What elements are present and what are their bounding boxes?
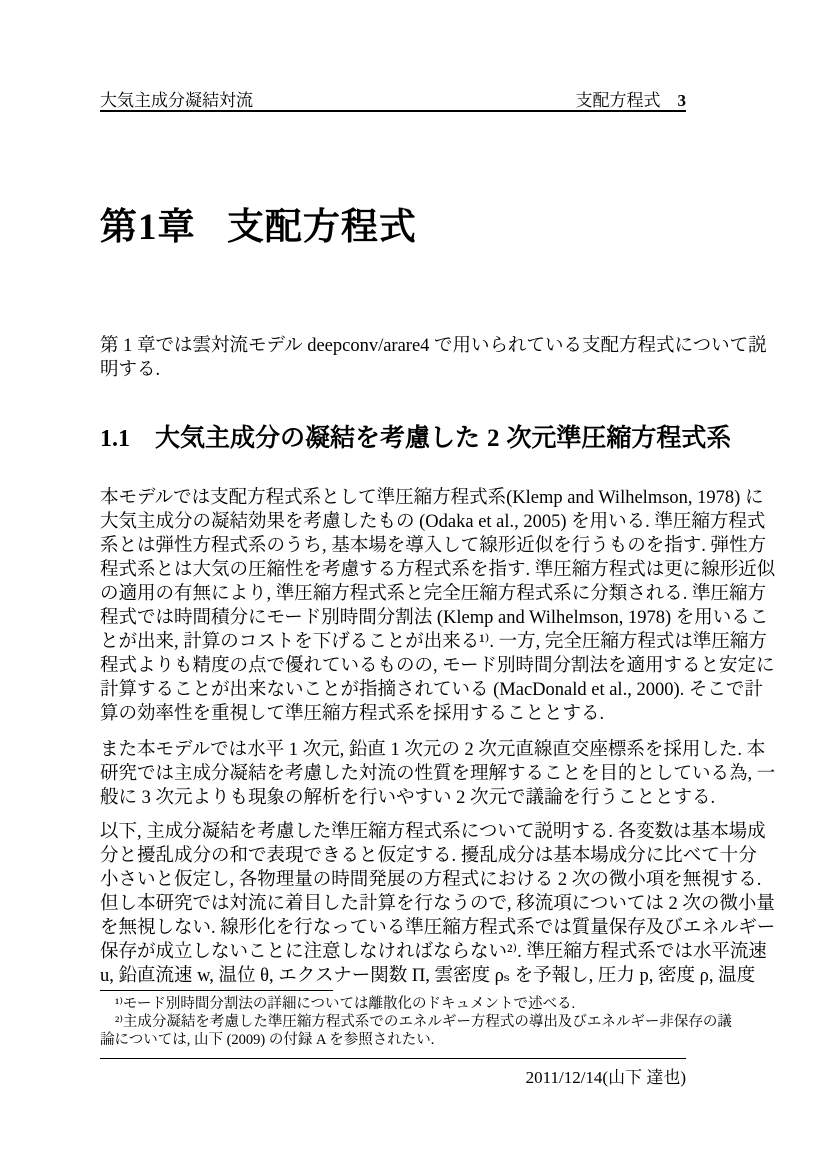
section-number: 1.1	[100, 426, 130, 452]
section-title	[155, 424, 731, 452]
text-line: 系とは弾性方程式系のうち, 基本場を導入して線形近似を行うものを指す. 弾性方	[100, 536, 767, 556]
heading-inline-number: 2	[486, 425, 500, 452]
page-number: 3	[677, 91, 686, 110]
header-chapter-title: 支配方程式	[575, 91, 661, 110]
text-line: 研究では主成分凝結を考慮した対流の性質を理解することを目的としている為, 一	[100, 764, 776, 784]
text-line: の適用の有無により, 準圧縮方程式系と完全圧縮方程式系に分類される. 準圧縮方	[100, 584, 767, 604]
text-line: 以下, 主成分凝結を考慮した準圧縮方程式系について説明する. 各変数は基本場成	[100, 822, 766, 842]
text-line: また本モデルでは水平 1 次元, 鉛直 1 次元の 2 次元直線直交座標系を採用した. 本	[100, 740, 766, 760]
footer-rule	[100, 1058, 686, 1059]
text-line: ¹⁾モード別時間分割法の詳細については離散化のドキュメントで述べる.	[115, 996, 576, 1012]
footer	[100, 1063, 686, 1088]
footnotes	[100, 995, 732, 1049]
text-line: 般に 3 次元よりも現象の解析を行いやすい 2 次元で議論を行うこととする.	[100, 788, 716, 808]
text-line: 小さいと仮定し, 各物理量の時間発展の方程式における 2 次の微小項を無視する.	[100, 870, 762, 890]
text-line: u, 鉛直流速 w, 温位 θ, エクスナー関数 Π, 雲密度 ρₛ を予報し, 圧力 p, 密度 ρ, 温度	[100, 966, 756, 986]
text-line: 程式よりも精度の点で優れているものの, モード別時間分割法を適用すると安定に	[100, 656, 775, 676]
body-paragraph-3	[100, 820, 776, 988]
text-line: 計算することが出来ないことが指摘されている (MacDonald et al., 2000). そこで計	[100, 680, 763, 700]
chapter-number: 1	[138, 207, 158, 248]
header-document-title: 大気主成分凝結対流	[100, 91, 253, 110]
text-line: 大気主成分の凝結効果を考慮したもの (Odaka et al., 2005) を用いる. 準圧縮方程式	[100, 512, 766, 532]
text-line: 保存が成立しないことに注意しなければならない²⁾. 準圧縮方程式系では水平流速	[100, 942, 767, 962]
chapter-heading	[100, 205, 417, 250]
chapter-prefix: 第	[100, 206, 138, 247]
footnote-rule	[100, 990, 333, 991]
text-line: 程式では時間積分にモード別時間分割法 (Klemp and Wilhelmson, 1978) を用いるこ	[100, 608, 769, 628]
text-line: 分と擾乱成分の和で表現できると仮定する. 擾乱成分は基本場成分に比べて十分	[100, 846, 757, 866]
text-line: とが出来, 計算のコストを下げることが出来る¹⁾. 一方, 完全圧縮方程式は準圧縮方	[100, 632, 767, 652]
header-rule	[100, 110, 686, 112]
heading-text: 大気主成分の凝結を考慮した	[155, 424, 487, 452]
text-line: 第 1 章では雲対流モデル deepconv/arare4 で用いられている支配方程式について説	[100, 336, 767, 356]
heading-text: 次元準圧縮方程式系	[499, 424, 732, 452]
text-line: を無視しない. 線形化を行なっている準圧縮方程式系では質量保存及びエネルギー	[100, 918, 776, 938]
body-paragraph-2	[100, 738, 776, 810]
chapter-title: 支配方程式	[226, 206, 417, 247]
text-line: 本モデルでは支配方程式系として準圧縮方程式系(Klemp and Wilhelmson, 1978) に	[100, 488, 764, 508]
section-heading	[100, 422, 731, 456]
running-header	[100, 86, 686, 111]
text-line: 算の効率性を重視して準圧縮方程式系を採用することとする.	[100, 704, 605, 724]
text-line: ²⁾主成分凝結を考慮した準圧縮方程式系でのエネルギー方程式の導出及びエネルギー非保存の議	[115, 1014, 732, 1030]
text-line: 論については, 山下 (2009) の付録 A を参照されたい.	[100, 1032, 435, 1048]
text-line: 程式系とは大気の圧縮性を考慮する方程式系を指す. 準圧縮方程式は更に線形近似	[100, 560, 776, 580]
text-line: 但し本研究では対流に着目した計算を行なうので, 移流項については 2 次の微小量	[100, 894, 775, 914]
body-paragraph-1	[100, 486, 776, 726]
intro-paragraph	[100, 334, 767, 382]
footer-date: 2011/12/14(山下 達也)	[525, 1068, 686, 1087]
header-right-group	[576, 86, 687, 111]
chapter-suffix: 章	[157, 206, 196, 247]
text-line: 明する.	[100, 360, 161, 380]
